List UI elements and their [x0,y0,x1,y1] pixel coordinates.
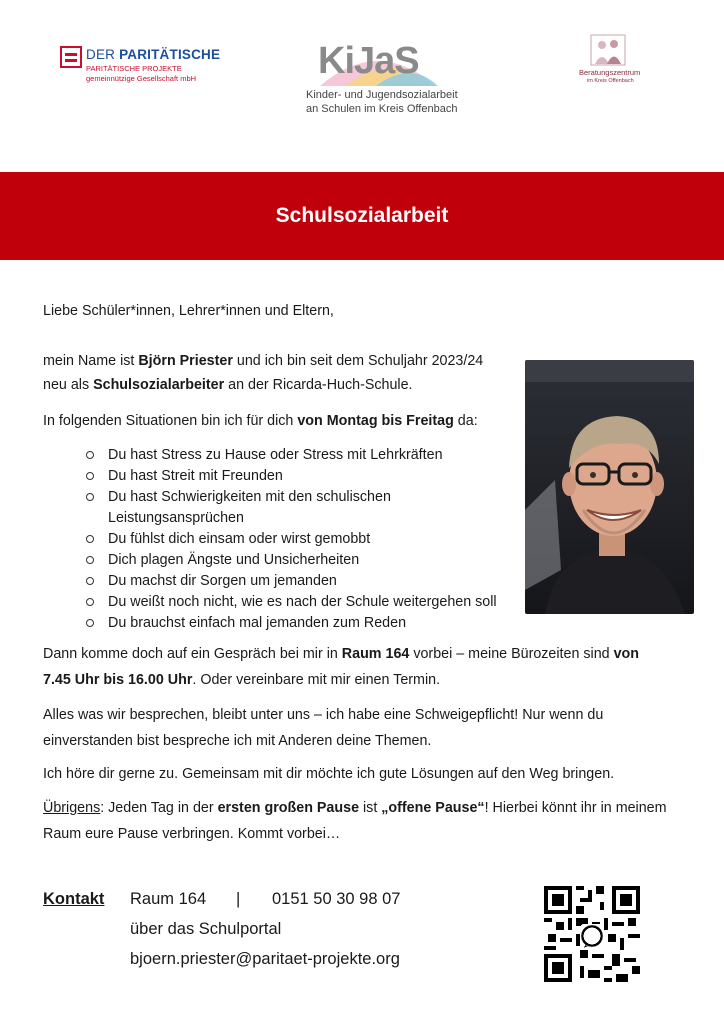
contact-portal: über das Schulportal [130,920,282,938]
availability-days: von Montag bis Freitag [297,413,454,429]
contact-email[interactable]: bjoern.priester@paritaet-projekte.org [130,950,400,968]
whatsapp-qr-code[interactable] [544,886,640,982]
bullet-icon [86,451,94,459]
paritaetische-ggmbh-line: gemeinnützige Gesellschaft mbH [86,74,197,83]
portrait-photo [525,360,694,614]
confidential-line-2: einverstanden bist bespreche ich mit Anderen deine Themen. [43,733,432,749]
beratungszentrum-logo-icon [590,34,626,66]
confidential-line-1: Alles was wir besprechen, bleibt unter uns – ich habe eine Schweigepflicht! Nur wenn du [43,707,604,723]
contact-room: Raum 164 [130,890,207,908]
paritaetische-logo-mark [60,46,82,68]
pause-text-a: : Jeden Tag in der [100,800,218,816]
greeting: Liebe Schüler*innen, Lehrer*innen und Eltern, [43,303,334,319]
intro-text-2a: neu als [43,377,94,393]
list-item-text: Leistungsansprüchen [108,510,244,526]
author-name: Björn Priester [138,353,233,369]
contact-phone[interactable]: 0151 50 30 98 07 [272,890,401,908]
office-text-b: vorbei – meine Bürozeiten sind [409,646,614,662]
bullet-icon [86,619,94,627]
list-item-text: Du fühlst dich einsam oder wirst gemobbt [108,531,371,547]
bullet-icon [86,598,94,606]
pause-open: „offene Pause“ [381,800,485,816]
pause-text-c: ! Hierbei könnt ihr in meinem [484,800,667,816]
author-role: Schulsozialarbeiter [93,377,225,393]
situations-text-b: da: [453,413,478,429]
pause-line-1 [43,798,667,819]
beratungszentrum-name: Beratungszentrum [579,68,641,77]
listen-line: Ich höre dir gerne zu. Gemeinsam mit dir möchte ich gute Lösungen auf den Weg bringen. [43,766,615,782]
paritaetische-title-part2: PARITÄTISCHE [119,47,221,62]
intro-text-1b: und ich bin seit dem Schuljahr 2023/24 [232,353,484,369]
situations-intro [43,411,478,432]
bullet-icon [86,577,94,585]
situations-text-a: In folgenden Situationen bin ich für dich [43,413,298,429]
list-item-text: Du weißt noch nicht, wie es nach der Schule weitergehen soll [108,594,497,610]
paritaetische-projekte-line: PARITÄTISCHE PROJEKTE [86,64,182,73]
bullet-icon [86,535,94,543]
kijas-tagline-1: Kinder- und Jugendsozialarbeit [306,89,458,101]
bullet-icon [86,556,94,564]
intro-line-2 [43,375,413,396]
kijas-logo-word: KiJaS [318,40,419,82]
office-line-1 [43,644,639,665]
contact-separator: | [236,890,241,908]
list-item-text: Du hast Schwierigkeiten mit den schulischen [108,489,391,505]
office-text-a: Dann komme doch auf ein Gespräch bei mir in [43,646,342,662]
kijas-tagline-2: an Schulen im Kreis Offenbach [306,103,458,115]
bullet-icon [86,472,94,480]
list-item-text: Du hast Streit mit Freunden [108,468,283,484]
bullet-icon [86,493,94,501]
list-item-text: Dich plagen Ängste und Unsicherheiten [108,552,360,568]
list-item-text: Du brauchst einfach mal jemanden zum Reden [108,615,407,631]
intro-text-1a: mein Name ist [43,353,139,369]
pause-line-2: Raum eure Pause verbringen. Kommt vorbei… [43,826,341,842]
office-text-c: . Oder vereinbare mit mir einen Termin. [192,672,441,688]
office-line-2 [43,670,440,691]
list-item-text: Du hast Stress zu Hause oder Stress mit Lehrkräften [108,447,443,463]
beratungszentrum-sub: im Kreis Offenbach [587,78,634,84]
paritaetische-title-part1: DER [86,47,120,62]
office-hours-von: von [613,646,640,662]
office-hours: 7.45 Uhr bis 16.00 Uhr [43,672,193,688]
pause-break: ersten großen Pause [217,800,360,816]
pause-label: Übrigens [43,800,101,816]
paritaetische-logo-title [86,47,220,62]
intro-text-2b: an der Ricarda-Huch-Schule. [224,377,413,393]
intro-line-1 [43,351,483,372]
page-title: Schulsozialarbeit [275,204,449,227]
contact-label: Kontakt [43,890,105,908]
pause-text-b: ist [359,800,382,816]
office-room: Raum 164 [341,646,410,662]
list-item-text: Du machst dir Sorgen um jemanden [108,573,337,589]
